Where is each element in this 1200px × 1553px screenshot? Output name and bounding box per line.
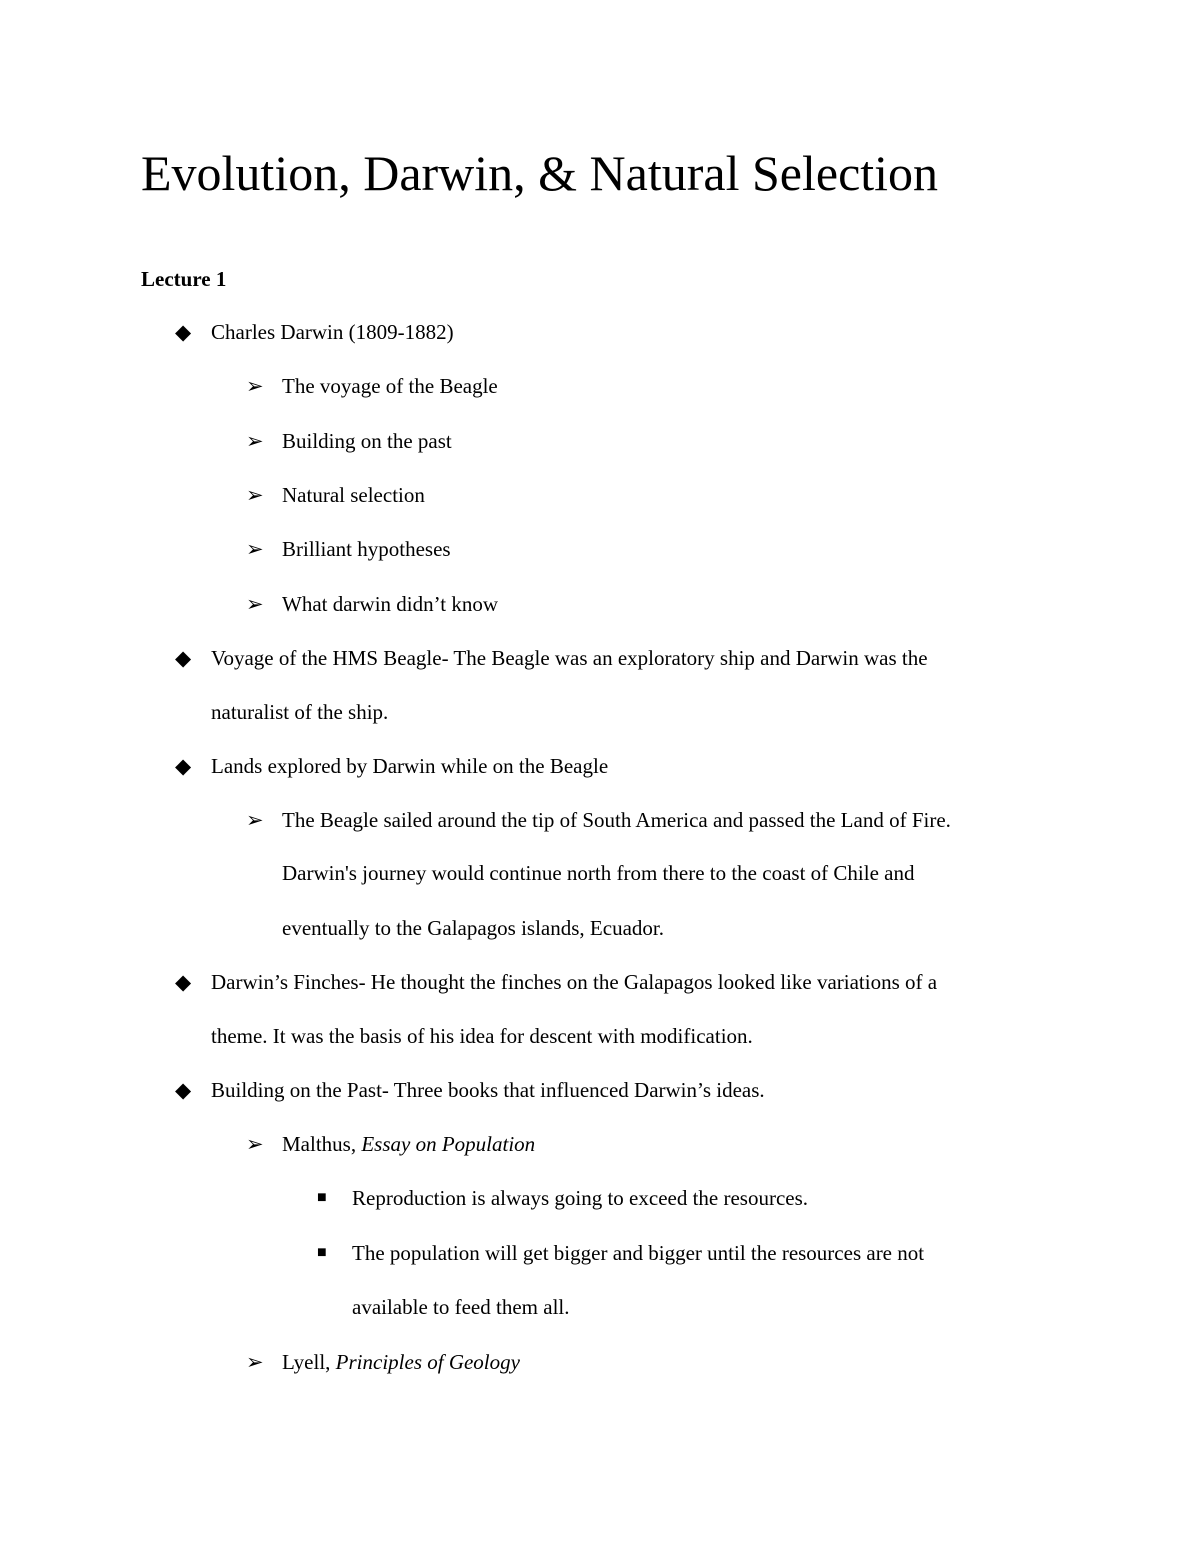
arrow-bullet-icon: ➢ bbox=[246, 808, 264, 832]
list-item-text: The voyage of the Beagle bbox=[282, 374, 498, 398]
book-title: Principles of Geology bbox=[335, 1350, 520, 1374]
diamond-bullet-icon: ◆ bbox=[175, 1078, 192, 1102]
list-item-text: Building on the Past- Three books that influenced Darwin’s ideas. bbox=[211, 1078, 765, 1102]
list-item-text: naturalist of the ship. bbox=[211, 700, 389, 724]
author-name: Lyell, bbox=[282, 1350, 336, 1374]
list-item-text: eventually to the Galapagos islands, Ecuador. bbox=[282, 916, 664, 940]
list-item-text: Charles Darwin (1809-1882) bbox=[211, 320, 454, 344]
list-item-text: Voyage of the HMS Beagle- The Beagle was an exploratory ship and Darwin was the bbox=[211, 646, 928, 670]
page-title: Evolution, Darwin, & Natural Selection bbox=[141, 145, 939, 201]
list-item-text: Building on the past bbox=[282, 429, 452, 453]
list-item-text: Lands explored by Darwin while on the Beagle bbox=[211, 754, 609, 778]
list-item-text: Darwin’s Finches- He thought the finches on the Galapagos looked like variations of a bbox=[211, 970, 938, 994]
list-item-text: available to feed them all. bbox=[352, 1295, 570, 1319]
square-bullet-icon: ■ bbox=[317, 1244, 327, 1261]
book-title: Essay on Population bbox=[361, 1132, 536, 1156]
list-item-text: The Beagle sailed around the tip of South America and passed the Land of Fire. bbox=[282, 808, 951, 832]
list-item-text: Natural selection bbox=[282, 483, 425, 507]
arrow-bullet-icon: ➢ bbox=[246, 483, 264, 507]
list-item-text: Reproduction is always going to exceed the resources. bbox=[352, 1186, 809, 1210]
list-item-text bbox=[282, 1129, 535, 1159]
list-item-text: The population will get bigger and bigger until the resources are not bbox=[352, 1241, 925, 1265]
list-item-text: What darwin didn’t know bbox=[282, 592, 498, 616]
arrow-bullet-icon: ➢ bbox=[246, 537, 264, 561]
square-bullet-icon: ■ bbox=[317, 1189, 327, 1206]
arrow-bullet-icon: ➢ bbox=[246, 1132, 264, 1156]
arrow-bullet-icon: ➢ bbox=[246, 374, 264, 398]
list-item-text: theme. It was the basis of his idea for descent with modification. bbox=[211, 1024, 753, 1048]
list-item-text: Brilliant hypotheses bbox=[282, 537, 451, 561]
list-item-text bbox=[282, 1347, 520, 1377]
diamond-bullet-icon: ◆ bbox=[175, 320, 192, 344]
section-heading: Lecture 1 bbox=[141, 267, 227, 291]
diamond-bullet-icon: ◆ bbox=[175, 754, 192, 778]
diamond-bullet-icon: ◆ bbox=[175, 646, 192, 670]
author-name: Malthus, bbox=[282, 1132, 362, 1156]
list-item-text: Darwin's journey would continue north from there to the coast of Chile and bbox=[282, 861, 915, 885]
arrow-bullet-icon: ➢ bbox=[246, 592, 264, 616]
arrow-bullet-icon: ➢ bbox=[246, 1350, 264, 1374]
arrow-bullet-icon: ➢ bbox=[246, 429, 264, 453]
diamond-bullet-icon: ◆ bbox=[175, 970, 192, 994]
